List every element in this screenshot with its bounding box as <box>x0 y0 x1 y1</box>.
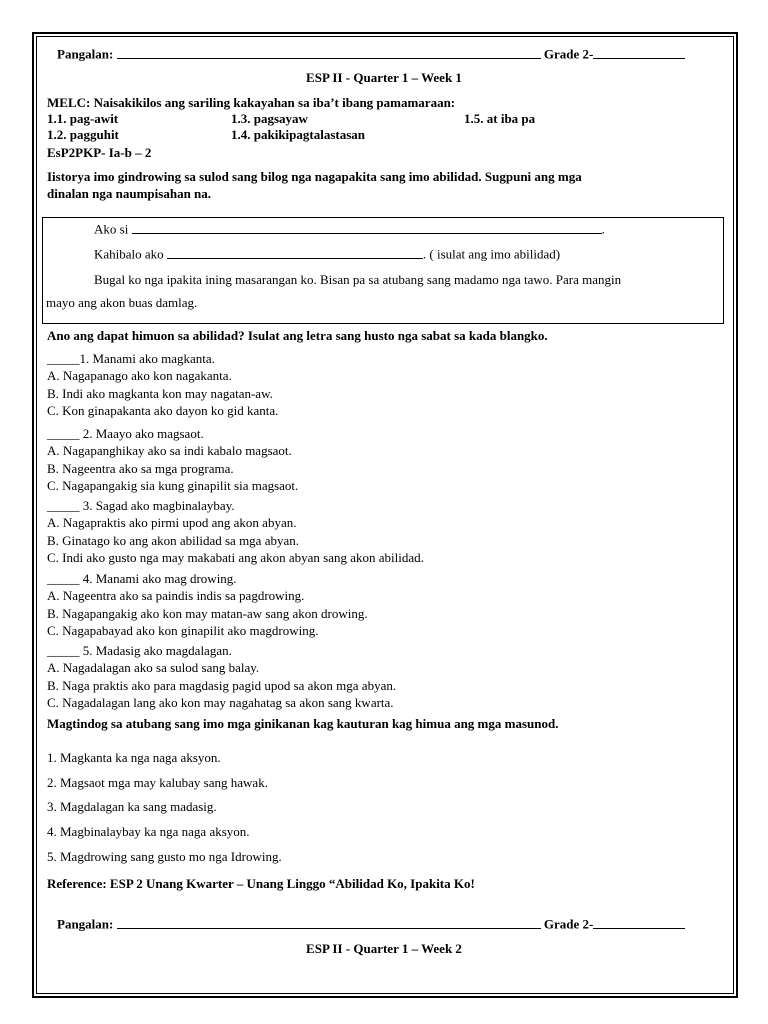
ability-blank[interactable] <box>167 246 423 259</box>
name-blank[interactable] <box>117 916 541 929</box>
ako-si-blank[interactable] <box>132 221 602 234</box>
instruction-2: Ano ang dapat himuon sa abilidad? Isulat ang letra sang husto nga sabat sa kada blangko. <box>47 328 548 343</box>
question-stem: _____ 3. Sagad ako magbinalaybay. <box>47 498 235 513</box>
bugal-line-1: Bugal ko nga ipakita ining masarangan ko. Bisan pa sa atubang sang madamo nga tawo. Para mangin <box>94 272 622 287</box>
grade-blank[interactable] <box>593 46 685 59</box>
question-2 <box>47 425 298 495</box>
task-2: 2. Magsaot mga may kalubay sang hawak. <box>47 775 268 790</box>
choice-c: C. Nagapangakig sia kung ginapilit sia magsaot. <box>47 478 299 494</box>
instruction-3: Magtindog sa atubang sang imo mga ginikanan kag kauturan kag himua ang mga masunod. <box>47 716 559 731</box>
ako-si-row <box>94 221 605 238</box>
footer-name-row <box>57 916 685 933</box>
kahibalo-note: . ( isulat ang imo abilidad) <box>422 246 561 262</box>
melc-item-1: 1.1. pag-awit <box>47 111 119 126</box>
question-4 <box>47 570 368 640</box>
grade-label: Grade 2- <box>543 46 594 62</box>
footer-title: ESP II - Quarter 1 – Week 2 <box>306 941 462 956</box>
choice-c: C. Nagadalagan lang ako kon may nagahatag sa akon sang kwarta. <box>47 695 394 711</box>
ako-si-label: Ako si <box>94 221 129 237</box>
choice-a: A. Nagapraktis ako pirmi upod ang akon abyan. <box>47 515 297 531</box>
kahibalo-label: Kahibalo ako <box>94 246 164 262</box>
melc-code: EsP2PKP- Ia-b – 2 <box>47 145 152 160</box>
instruction-1-line-2: dinalan nga naumpisahan na. <box>47 186 212 201</box>
grade-blank[interactable] <box>593 916 685 929</box>
bugal-line-2: mayo ang akon buas damlag. <box>46 295 198 310</box>
choice-a: A. Nagapanghikay ako sa indi kabalo magsaot. <box>47 443 292 459</box>
question-3 <box>47 497 424 567</box>
question-stem: _____1. Manami ako magkanta. <box>47 351 215 366</box>
melc-item-4: 1.4. pakikipagtalastasan <box>231 127 366 142</box>
name-blank[interactable] <box>117 46 541 59</box>
choice-b: B. Nagapangakig ako kon may matan-aw sang akon drowing. <box>47 605 368 621</box>
choice-c: C. Indi ako gusto nga may makabati ang akon abyan sang akon abilidad. <box>47 550 424 566</box>
kahibalo-row <box>94 246 560 263</box>
question-stem: _____ 4. Manami ako mag drowing. <box>47 571 237 586</box>
choice-a: A. Nageentra ako sa paindis indis sa pagdrowing. <box>47 588 305 604</box>
choice-b: B. Ginatago ko ang akon abilidad sa mga abyan. <box>47 532 299 548</box>
question-5 <box>47 642 396 712</box>
reference: Reference: ESP 2 Unang Kwarter – Unang Linggo “Abilidad Ko, Ipakita Ko! <box>47 876 475 891</box>
choice-c: C. Kon ginapakanta ako dayon ko gid kanta. <box>47 403 279 419</box>
melc-line: MELC: Naisakikilos ang sariling kakayahan sa iba’t ibang pamamaraan: <box>47 95 456 110</box>
choice-b: B. Nageentra ako sa mga programa. <box>47 460 234 476</box>
task-3: 3. Magdalagan ka sang madasig. <box>47 799 217 814</box>
task-4: 4. Magbinalaybay ka nga naga aksyon. <box>47 824 250 839</box>
task-1: 1. Magkanta ka nga naga aksyon. <box>47 750 221 765</box>
page-title: ESP II - Quarter 1 – Week 1 <box>306 70 462 85</box>
ako-si-period: . <box>601 221 605 237</box>
name-label: Pangalan: <box>57 916 114 932</box>
choice-c: C. Nagapabayad ako kon ginapilit ako magdrowing. <box>47 623 319 639</box>
melc-item-2: 1.2. pagguhit <box>47 127 119 142</box>
question-stem: _____ 5. Madasig ako magdalagan. <box>47 643 232 658</box>
choice-b: B. Indi ako magkanta kon may nagatan-aw. <box>47 385 273 401</box>
question-stem: _____ 2. Maayo ako magsaot. <box>47 426 204 441</box>
task-5: 5. Magdrowing sang gusto mo nga Idrowing. <box>47 849 282 864</box>
choice-a: A. Nagapanago ako kon nagakanta. <box>47 368 232 384</box>
question-1 <box>47 350 278 420</box>
name-row <box>57 46 685 63</box>
name-label: Pangalan: <box>57 46 114 62</box>
grade-label: Grade 2- <box>543 916 594 932</box>
melc-item-3: 1.3. pagsayaw <box>231 111 308 126</box>
choice-b: B. Naga praktis ako para magdasig pagid upod sa akon mga abyan. <box>47 677 397 693</box>
melc-item-5: 1.5. at iba pa <box>464 111 536 126</box>
instruction-1-line-1: Iistorya imo gindrowing sa sulod sang bilog nga nagapakita sang imo abilidad. Sugpuni ang mga <box>47 169 582 184</box>
choice-a: A. Nagadalagan ako sa sulod sang balay. <box>47 660 260 676</box>
